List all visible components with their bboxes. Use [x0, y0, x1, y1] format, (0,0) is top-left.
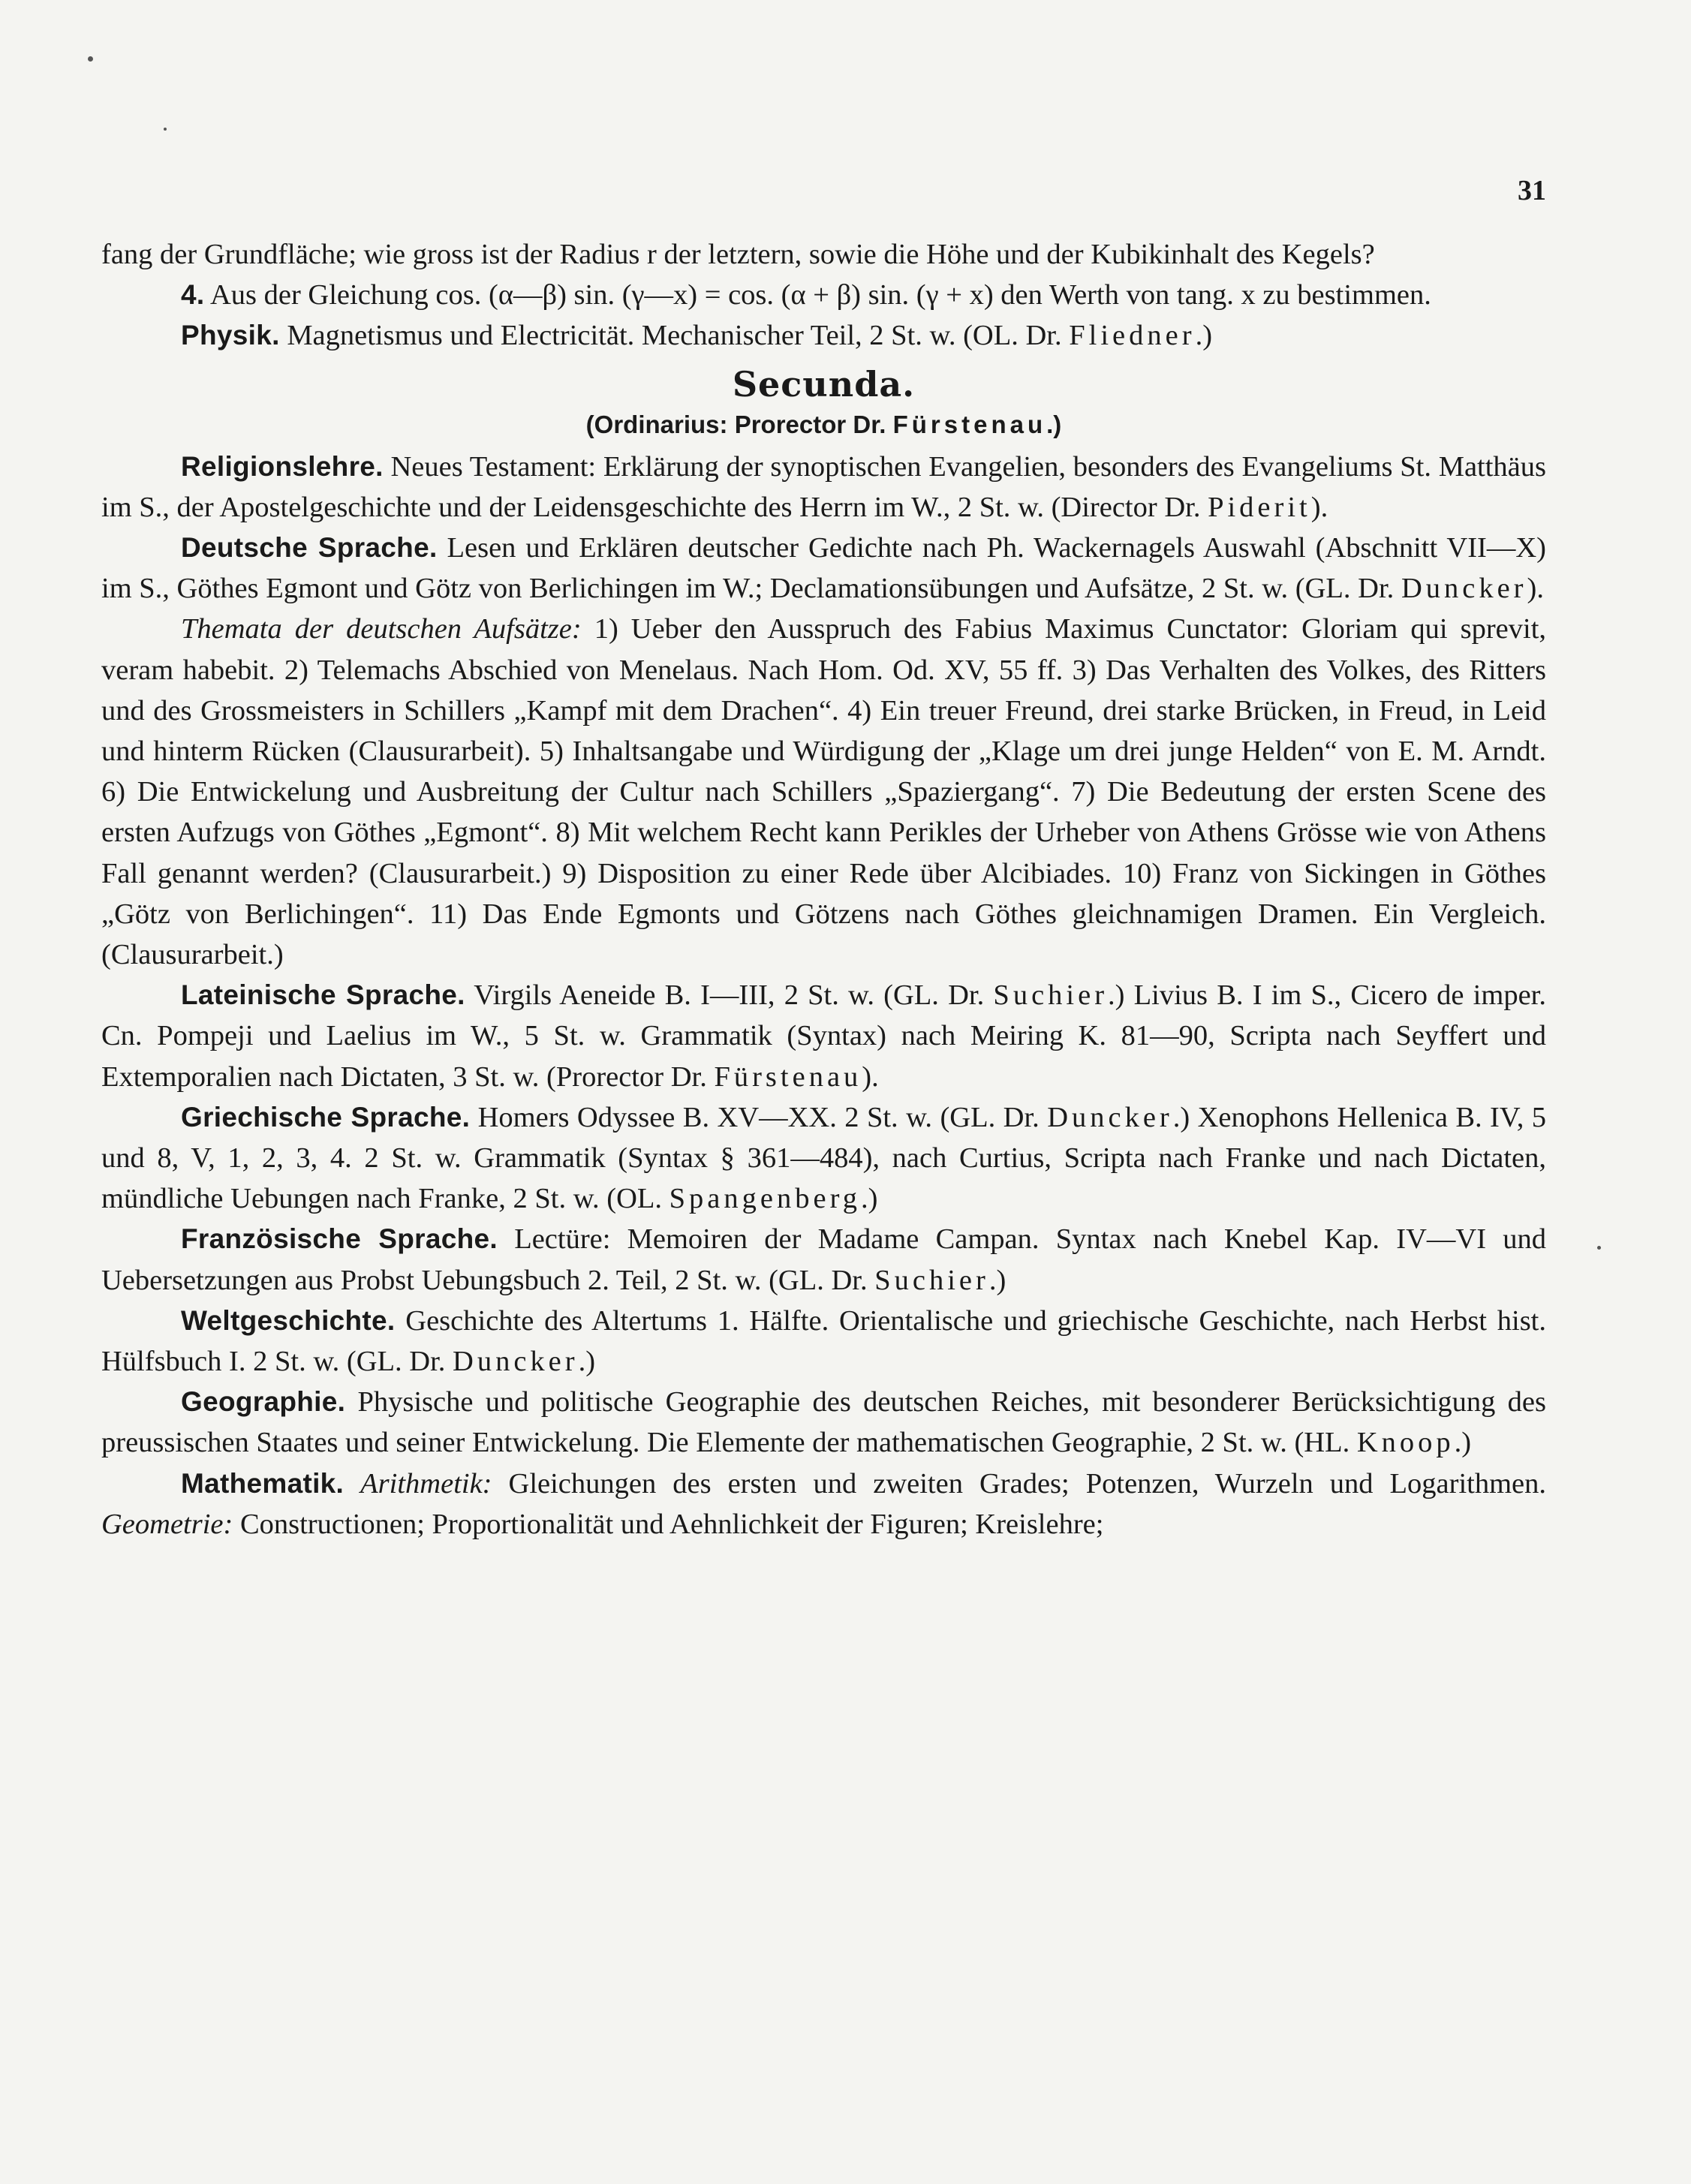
- subject-heading-physik: Physik.: [181, 320, 280, 351]
- latein-text: Virgils Aeneide B. I—III, 2 St. w. (GL. Dr.: [474, 979, 985, 1012]
- subject-heading-geographie: Geographie.: [181, 1386, 346, 1418]
- physik-end: .): [1195, 320, 1213, 352]
- weltgeschichte-text: Geschichte des Altertums 1. Hälfte. Orientalische und griechische Geschichte, nach Herbst hist. Hülfsbuch I. 2 St. w. (GL. Dr.: [101, 1304, 1546, 1378]
- geometrie-text: Constructionen; Proportionalität und Aehnlichkeit der Figuren; Kreislehre;: [239, 1508, 1104, 1540]
- subject-heading-deutsch: Deutsche Sprache.: [181, 532, 438, 564]
- subject-heading-weltgeschichte: Weltgeschichte.: [181, 1304, 396, 1336]
- teacher-name: Knoop: [1356, 1427, 1455, 1459]
- weltgeschichte-paragraph: [101, 1301, 1546, 1382]
- arithmetik-text: Gleichungen des ersten und zweiten Grades; Potenzen, Wurzeln und Logarithmen.: [508, 1467, 1547, 1500]
- teacher-name: Duncker: [1047, 1101, 1173, 1133]
- religion-paragraph: [101, 447, 1546, 528]
- geographie-text: Physische und politische Geographie des deutschen Reiches, mit besonderer Berücksichtigung des preussischen Staates und seiner Entwickelung. Die Elemente der mathematischen Geographie, 2 St. w. (HL.: [101, 1386, 1546, 1459]
- griechisch-text: .) Xenophons Hellenica B. IV, 5 und 8, V, 1, 2, 3, 4. 2 St. w. Grammatik (Syntax § 361—484), nach Curtius, Scripta nach Franke und nach Dictaten, mündliche Uebungen nach Franke, 2 St. w. (OL.: [101, 1101, 1547, 1215]
- franzoesisch-text: Lectüre: Memoiren der Madame Campan. Syntax nach Knebel Kap. IV—VI und Uebersetzungen aus Probst Uebungsbuch 2. Teil, 2 St. w. (GL. Dr.: [101, 1223, 1546, 1296]
- latein-paragraph: [101, 975, 1546, 1097]
- problem-number: 4.: [181, 279, 205, 311]
- physik-text: Magnetismus und Electricität. Mechanischer Teil, 2 St. w. (OL. Dr.: [287, 320, 1062, 352]
- paper-speck: [88, 56, 93, 62]
- teacher-name: Duncker: [453, 1346, 579, 1378]
- teacher-name: Spangenberg: [669, 1183, 861, 1215]
- deutsch-end: ).: [1527, 573, 1544, 605]
- geometrie-label: Geometrie:: [101, 1508, 233, 1540]
- geographie-end: .): [1454, 1427, 1472, 1459]
- geographie-paragraph: [101, 1382, 1546, 1463]
- intro-text: fang der Grundfläche; wie gross ist der Radius r der letztern, sowie die Höhe und der Kubikinhalt des Kegels?: [101, 239, 1375, 270]
- latein-text: .) Livius B. I im S., Cicero de imper. Cn. Pompeji und Laelius im W., 5 St. w. Grammatik (Syntax) nach Meiring K. 81—90, Scripta nach Seyffert und Extemporalien nach Dictaten, 3 St. w. (Prorector Dr.: [101, 979, 1546, 1093]
- themata-paragraph: [101, 609, 1546, 975]
- problem-4: [101, 275, 1546, 315]
- subject-heading-mathematik: Mathematik.: [181, 1467, 345, 1499]
- section-subtitle: [101, 406, 1546, 444]
- teacher-name: Fürstenau: [714, 1060, 862, 1093]
- subject-heading-griechisch: Griechische Sprache.: [181, 1101, 471, 1133]
- religion-end: ).: [1310, 491, 1328, 523]
- subject-heading-religion: Religionslehre.: [181, 450, 384, 482]
- griechisch-end: .): [860, 1183, 878, 1215]
- teacher-name: Fliedner: [1069, 320, 1196, 352]
- ordinarius-label: (Ordinarius: Prorector Dr.: [585, 410, 886, 438]
- teacher-name: Suchier: [874, 1264, 989, 1296]
- griechisch-text: Homers Odyssee B. XV—XX. 2 St. w. (GL. Dr.: [477, 1101, 1040, 1133]
- problem-text: Aus der Gleichung cos. (α—β) sin. (γ—x) = cos. (α + β) sin. (γ + x) den Werth von tang. x zu bestimmen.: [209, 279, 1431, 311]
- intro-paragraph: [101, 234, 1546, 275]
- teacher-name: Duncker: [1401, 573, 1527, 605]
- deutsch-paragraph: [101, 528, 1546, 609]
- subject-heading-franzoesisch: Französische Sprache.: [181, 1223, 498, 1255]
- paper-speck: [1597, 1246, 1601, 1250]
- themata-text: 1) Ueber den Ausspruch des Fabius Maximus Cunctator: Gloriam qui sprevit, veram habebit. 2) Telemachs Abschied von Menelaus. Nach Hom. Od. XV, 55 ff. 3) Das Verhalten des Volkes, des Ritters und des Grossmeisters in Schillers „Kampf mit dem Drachen“. 4) Ein treuer Freund, drei starke Brücken, in Freud, in Leid und hinterm Rücken (Clausurarbeit). 5) Inhaltsangabe und Würdigung der „Klage um drei junge Helden“ von E. M. Arndt. 6) Die Entwickelung und Ausbreitung der Cultur nach Schillers „Spaziergang“. 7) Die Bedeutung der ersten Scene des ersten Aufzugs von Göthes „Egmont“. 8) Mit welchem Recht kann Perikles der Urheber von Athens Grösse wie von Athens Fall genannt werden? (Clausurarbeit.) 9) Disposition zu einer Rede über Alcibiades. 10) Franz von Sickingen in Göthes „Götz von Berlichingen“. 11) Das Ende Egmonts und Götzens nach Göthes gleichnamigen Dramen. Ein Vergleich. (Clausurarbeit.): [101, 613, 1547, 971]
- deutsch-text: Lesen und Erklären deutscher Gedichte nach Ph. Wackernagels Auswahl (Abschnitt VII—X) im S., Göthes Egmont und Götz von Berlichingen im W.; Declamationsübungen und Aufsätze, 2 St. w. (GL. Dr.: [101, 532, 1546, 605]
- weltgeschichte-end: .): [578, 1346, 596, 1378]
- page-body: [101, 234, 1546, 1545]
- arithmetik-label: Arithmetik:: [360, 1467, 492, 1500]
- subject-heading-latein: Lateinische Sprache.: [181, 979, 465, 1011]
- franzoesisch-end: .): [988, 1264, 1006, 1296]
- teacher-name: Piderit: [1208, 491, 1311, 523]
- religion-text: Neues Testament: Erklärung der synoptischen Evangelien, besonders des Evangeliums St. Matthäus im S., der Apostelgeschichte und der Leidensgeschichte des Herrn im W., 2 St. w. (Director Dr.: [101, 450, 1547, 523]
- teacher-name: Suchier: [993, 979, 1109, 1012]
- mathematik-paragraph: [101, 1464, 1546, 1545]
- ordinarius-name: Fürstenau: [892, 410, 1047, 438]
- paper-speck: [164, 128, 167, 131]
- latein-end: ).: [862, 1060, 879, 1093]
- ordinarius-end: .): [1046, 410, 1062, 438]
- franzoesisch-paragraph: [101, 1219, 1546, 1300]
- griechisch-paragraph: [101, 1097, 1546, 1220]
- page-number: 31: [1518, 175, 1546, 206]
- section-title: Secunda.: [732, 363, 916, 405]
- themata-label: Themata der deutschen Aufsätze:: [181, 613, 582, 645]
- physik-paragraph: [101, 315, 1546, 356]
